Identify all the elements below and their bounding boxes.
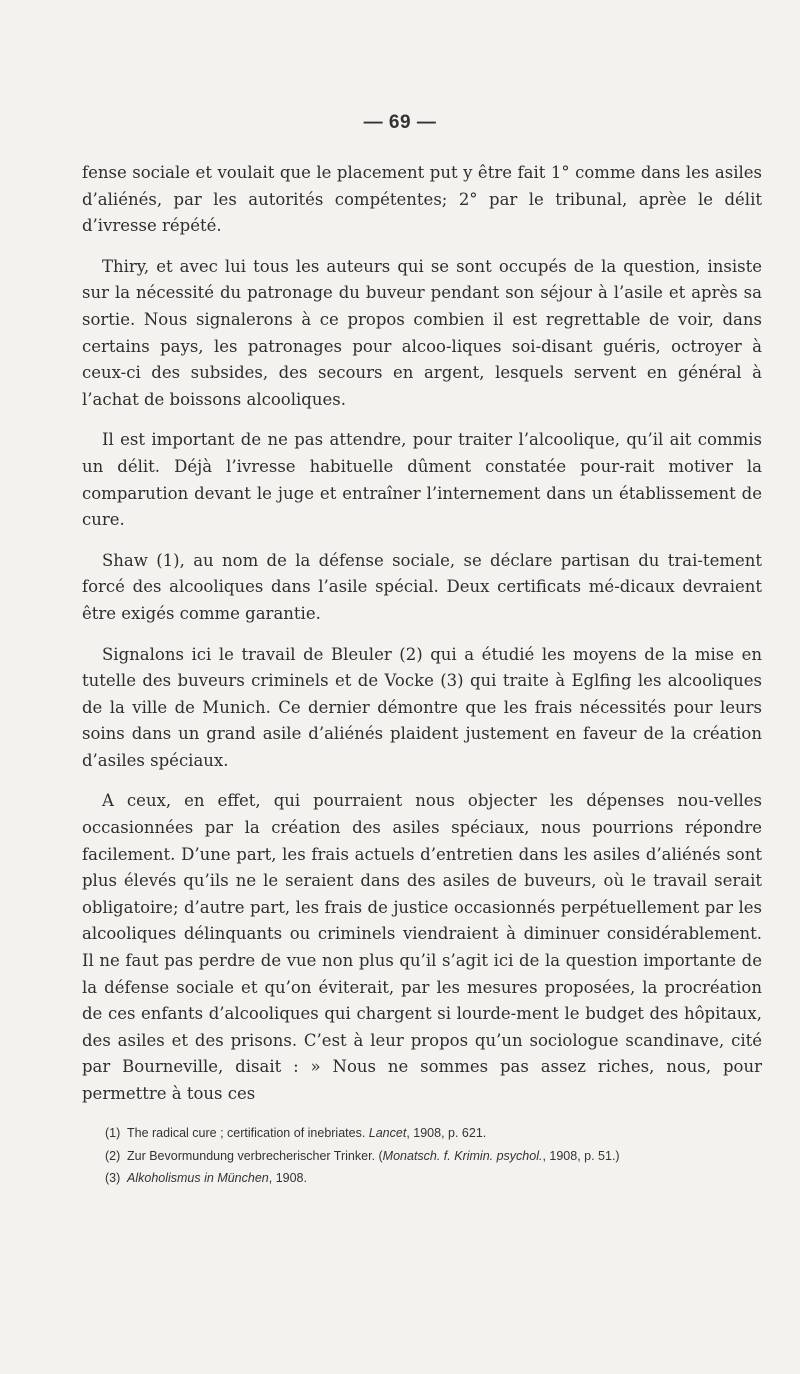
paragraph: A ceux, en effet, qui pourraient nous objecter les dépenses nou-velles occasionnées par la création des asiles spéciaux, nous pourrions répondre facilement. D’une part, les frais actuels d’entretien dans les asiles d’aliénés sont plus élevés qu’ils ne le seraient dans des asiles de buveurs, où le travail serait obligatoire; d’autre part, les frais de justice occasionnés perpétuellement par les alcooliques délinquants ou criminels viendraient à diminuer considérablement. Il ne faut pas perdre de vue non plus qu’il s’agit ici de la question importante de la défense sociale et qu’on éviterait, par les mesures proposées, la procréation de ces enfants d’alcooliques qui chargent si lourde-ment le budget des hôpitaux, des asiles et des prisons. C’est à leur propos qu’un sociologue scandinave, cité par Bourneville, disait : » Nous ne sommes pas assez riches, nous, pour permettre à tous ces — [82, 791, 762, 1103]
footnote-marker: (1) — [105, 1126, 121, 1140]
footnote-source: Lancet — [368, 1126, 407, 1140]
footnote — [105, 1124, 765, 1143]
footnote-source: Alkoholismus in München — [127, 1171, 269, 1185]
paragraph: fense sociale et voulait que le placement put y être fait 1° comme dans les asiles d’aliénés, par les autorités compétentes; 2° par le tribunal, aprèe le délit d’ivresse répété. — [82, 163, 762, 236]
body-text — [82, 160, 762, 1122]
footnote-trailing: , 1908, p. 51.) — [542, 1148, 620, 1163]
footnote-text: Zur Bevormundung verbrecherischer Trinker. ( — [127, 1148, 383, 1163]
footnote-marker: (3) — [105, 1171, 121, 1185]
paragraph: Shaw (1), au nom de la défense sociale, se déclare partisan du trai-tement forcé des alcooliques dans l’asile spécial. Deux certificats mé-dicaux devraient être exigés comme garantie. — [82, 550, 762, 623]
footnote — [105, 1169, 765, 1188]
footnote-text: The radical cure ; certification of inebriates. — [127, 1126, 369, 1140]
footnote-trailing: , 1908, p. 621. — [406, 1126, 487, 1140]
paragraph: Thiry, et avec lui tous les auteurs qui se sont occupés de la question, insiste sur la nécessité du patronage du buveur pendant son séjour à l’asile et après sa sortie. Nous signalerons à ce propos combien il est regrettable de voir, dans certains pays, les patronages pour alcoo-liques soi-disant guéris, octroyer à ceux-ci des subsides, des secours en argent, lesquels servent en général à l’achat de boissons alcooliques. — [82, 256, 762, 409]
page-number: — 69 — — [363, 112, 437, 133]
paragraph: Signalons ici le travail de Bleuler (2) qui a étudié les moyens de la mise en tutelle des buveurs criminels et de Vocke (3) qui traite à Eglfing les alcooliques de la ville de Munich. Ce dernier démontre que les frais nécessités pour leurs soins dans un grand asile d’aliénés plaident justement en faveur de la création d’asiles spéciaux. — [82, 644, 762, 770]
footnote-marker: (2) — [105, 1148, 121, 1163]
footnote — [105, 1147, 765, 1166]
paragraph: Il est important de ne pas attendre, pour traiter l’alcoolique, qu’il ait commis un délit. Déjà l’ivresse habituelle dûment constatée pour-rait motiver la comparution devant le juge et entraîner l’internement dans un établissement de cure. — [82, 430, 762, 530]
footnote-trailing: , 1908. — [268, 1171, 307, 1185]
footnote-source: Monatsch. f. Krimin. psychol. — [382, 1148, 543, 1163]
footnotes — [105, 1124, 765, 1192]
